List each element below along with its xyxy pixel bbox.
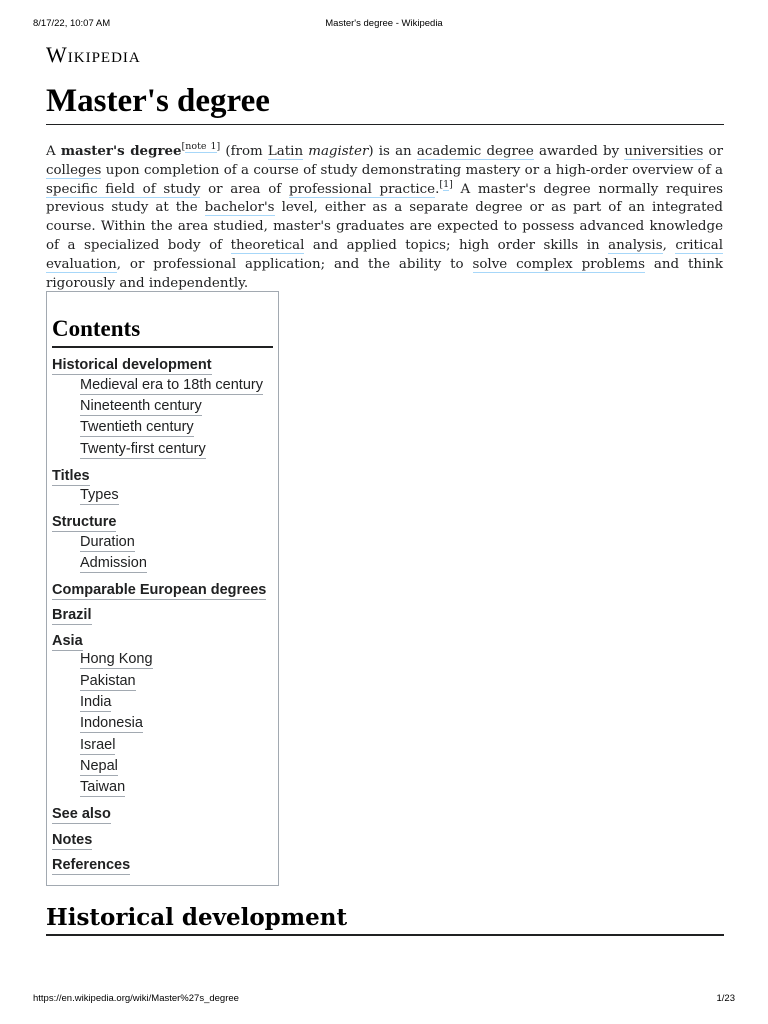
- toc-item-label[interactable]: Medieval era to 18th century: [80, 377, 263, 393]
- toc-item-label[interactable]: Twenty-first century: [80, 441, 206, 457]
- toc-item-label[interactable]: Israel: [80, 737, 116, 753]
- lead-text: and think: [644, 256, 723, 272]
- toc-item-label[interactable]: See also: [52, 806, 111, 822]
- toc-item-label[interactable]: Nepal: [80, 758, 118, 774]
- toc-item-label[interactable]: Types: [80, 487, 119, 503]
- toc-item-taiwan[interactable]: [80, 778, 125, 796]
- toc-item-label[interactable]: Duration: [80, 534, 135, 550]
- toc-item-twentieth-century[interactable]: [80, 418, 194, 436]
- lead-text: (from: [220, 144, 268, 159]
- section-heading-historical-development: Historical development: [46, 904, 724, 936]
- toc-item-twenty-first-century[interactable]: [80, 440, 206, 458]
- table-of-contents: [46, 291, 279, 886]
- lead-text: or area of: [200, 181, 289, 197]
- toc-item-notes[interactable]: [52, 831, 92, 849]
- toc-item-label[interactable]: Taiwan: [80, 779, 126, 795]
- toc-item-types[interactable]: [80, 486, 119, 504]
- toc-item-label[interactable]: Structure: [52, 514, 117, 530]
- toc-item-label[interactable]: References: [52, 857, 131, 873]
- toc-item-label[interactable]: Pakistan: [80, 673, 136, 689]
- link-theoretical[interactable]: theoretical: [230, 237, 305, 253]
- link-rigorously[interactable]: rigorously: [46, 275, 116, 291]
- link-latin[interactable]: Latin: [267, 144, 304, 159]
- link-professional-practice[interactable]: professional practice: [288, 181, 436, 197]
- lead-text: , or professional application; and the ability to: [116, 256, 473, 272]
- toc-title: Contents: [52, 315, 273, 348]
- print-datetime: 8/17/22, 10:07 AM: [33, 18, 111, 29]
- lead-text: or: [703, 144, 723, 159]
- toc-item-nepal[interactable]: [80, 757, 118, 775]
- print-footer: [0, 993, 768, 1007]
- link-bachelors[interactable]: bachelor's: [204, 200, 275, 216]
- note-ref-label[interactable]: note 1: [185, 141, 217, 152]
- toc-item-label[interactable]: Titles: [52, 468, 90, 484]
- print-page-title: Master's degree - Wikipedia: [325, 18, 443, 29]
- toc-item-admission[interactable]: [80, 554, 147, 572]
- toc-item-india[interactable]: [80, 693, 111, 711]
- toc-item-indonesia[interactable]: [80, 714, 143, 732]
- lead-bold-term: master's degree: [60, 143, 182, 159]
- link-academic-degree[interactable]: academic degree: [416, 144, 534, 159]
- toc-item-label[interactable]: Twentieth century: [80, 419, 194, 435]
- toc-item-nineteenth-century[interactable]: [80, 397, 202, 415]
- toc-item-pakistan[interactable]: [80, 672, 136, 690]
- page-title: Master's degree: [46, 82, 724, 125]
- lead-text: and applied topics; high order skills in: [304, 237, 609, 253]
- citation-ref-label[interactable]: 1: [443, 178, 450, 190]
- toc-item-brazil[interactable]: [52, 606, 92, 624]
- toc-item-historical-development[interactable]: [52, 356, 212, 374]
- wikipedia-wordmark[interactable]: Wikipedia: [46, 42, 141, 67]
- toc-item-israel[interactable]: [80, 736, 115, 754]
- toc-item-hong-kong[interactable]: [80, 650, 153, 668]
- toc-item-label[interactable]: Notes: [52, 832, 93, 848]
- toc-item-duration[interactable]: [80, 533, 135, 551]
- toc-item-label[interactable]: Nineteenth century: [80, 398, 202, 414]
- toc-item-structure[interactable]: [52, 513, 116, 531]
- toc-item-label[interactable]: India: [80, 694, 112, 710]
- lead-text: and independently.: [115, 275, 249, 291]
- toc-item-comparable-european-degrees[interactable]: [52, 581, 266, 599]
- toc-item-label[interactable]: Historical development: [52, 357, 212, 373]
- toc-item-label[interactable]: Asia: [52, 633, 83, 649]
- lead-text: awarded by: [533, 144, 625, 159]
- link-universities[interactable]: universities: [624, 144, 704, 159]
- toc-item-label[interactable]: Admission: [80, 555, 147, 571]
- lead-text: upon completion of a course of study demonstrating mastery or a high-order overview of a: [101, 162, 723, 178]
- note-ref[interactable]: [note 1]: [181, 141, 221, 152]
- toc-item-titles[interactable]: [52, 467, 90, 485]
- print-url: https://en.wikipedia.org/wiki/Master%27s_degree: [33, 993, 239, 1004]
- lead-text: ) is an: [368, 144, 417, 159]
- lead-italic-term: magister: [308, 144, 369, 159]
- print-header: [0, 18, 768, 32]
- toc-item-label[interactable]: Hong Kong: [80, 651, 153, 667]
- print-page-number: 1/23: [716, 993, 735, 1004]
- lead-text: A: [46, 144, 61, 159]
- toc-item-label[interactable]: Comparable European degrees: [52, 582, 267, 598]
- lead-text: level, either as a separate degree or as part of an integrated course. Within the area studied, master's graduates are expected to possess advanced knowledge of a specialized body of: [46, 200, 723, 253]
- toc-item-see-also[interactable]: [52, 805, 111, 823]
- link-colleges[interactable]: colleges: [46, 162, 102, 178]
- toc-item-medieval-era[interactable]: [80, 376, 263, 394]
- toc-item-references[interactable]: [52, 856, 130, 874]
- lead-paragraph: [46, 142, 723, 293]
- link-solve-complex-problems[interactable]: solve complex problems: [472, 256, 645, 272]
- toc-item-asia[interactable]: [52, 632, 83, 650]
- lead-text: ,: [662, 237, 676, 253]
- lead-text: .: [435, 181, 440, 197]
- link-specific-field-of-study[interactable]: specific field of study: [46, 181, 201, 197]
- toc-item-label[interactable]: Brazil: [52, 607, 92, 623]
- citation-ref[interactable]: [1]: [439, 178, 453, 190]
- lead-text: A master's degree normally requires previous study at the: [46, 181, 724, 216]
- link-analysis[interactable]: analysis: [608, 237, 663, 253]
- link-critical-evaluation[interactable]: critical evaluation: [46, 237, 723, 272]
- toc-item-label[interactable]: Indonesia: [80, 715, 143, 731]
